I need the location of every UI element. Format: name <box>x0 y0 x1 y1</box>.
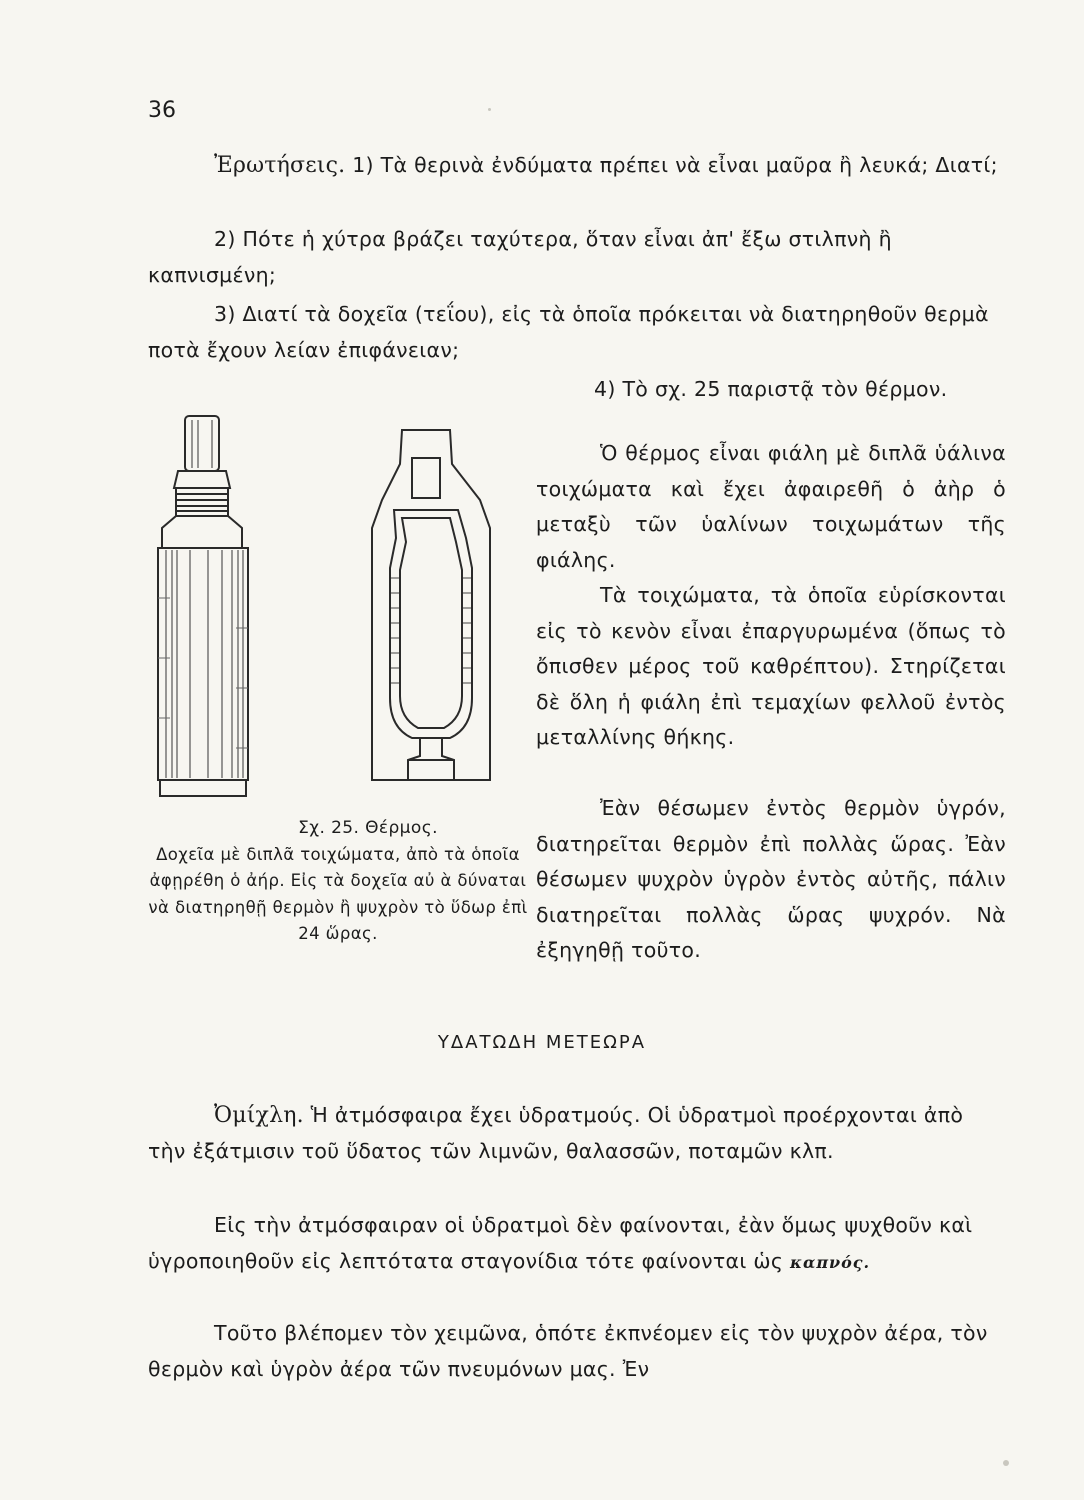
question-1 <box>148 148 1006 184</box>
figure-caption-text: Δοχεῖα μὲ διπλᾶ τοιχώματα, ἀπὸ τὰ ὁποῖα ἀφῃρέθη ὁ ἀήρ. Εἰς τὰ δοχεῖα αὐ ὰ δύναται νὰ διατηρηθῇ θερμὸν ἢ ψυχρὸν τὸ ὕδωρ ἐπὶ 24 ὥρας. <box>148 844 528 943</box>
question-3: 3) Διατί τὰ δοχεῖα (τεΐου), εἰς τὰ ὁποῖα πρόκειται νὰ διατηρηθοῦν θερμὰ ποτὰ ἔχουν λείαν ἐπιφάνειαν; <box>148 302 989 362</box>
fog-paragraph-1 <box>148 1098 1006 1169</box>
smoke-word: καπνός. <box>790 1252 871 1272</box>
paper-speck <box>488 108 491 111</box>
questions-label: Ἐρωτήσεις. <box>214 153 346 178</box>
fog-paragraph-2-text: Εἰς τὴν ἀτμόσφαιραν οἱ ὑδρατμοὶ δὲν φαίνονται, ἐὰν ὅμως ψυχθοῦν καὶ ὑγροποιηθοῦν εἰς λεπτότατα σταγονίδια τότε φαίνονται ὡς <box>148 1213 973 1273</box>
fog-paragraph-3: Τοῦτο βλέπομεν τὸν χειμῶνα, ὁπότε ἐκπνέομεν εἰς τὸν ψυχρὸν ἀέρα, τὸν θερμὸν καὶ ὑγρὸν ἀέρα τῶν πνευμόνων μας. Ἐν <box>148 1321 988 1381</box>
fog-label: Ὀμίχλη. <box>214 1103 304 1128</box>
paper-speck <box>1003 1460 1009 1466</box>
figure-title: Σχ. 25. Θέρμος. <box>298 818 438 838</box>
thermos-paragraph-1: Ὁ θέρμος εἶναι φιάλη μὲ διπλᾶ ὑάλινα τοιχώματα καὶ ἔχει ἀφαιρεθῆ ὁ ἀὴρ ὁ μεταξὺ τῶν ὑαλίνων τοιχωμάτων τῆς φιάλης. <box>536 441 1006 572</box>
fog-paragraph-1-text: Ἡ ἀτμόσφαιρα ἔχει ὑδρατμούς. Οἱ ὑδρατμοὶ προέρχονται ἀπὸ τὴν ἐξάτμισιν τοῦ ὕδατος τῶν λιμνῶν, θαλασσῶν, ποταμῶν κλπ. <box>148 1103 964 1163</box>
question-2: 2) Πότε ἡ χύτρα βράζει ταχύτερα, ὅταν εἶναι ἀπ' ἔξω στιλπνὴ ἢ καπνισμένη; <box>148 227 892 287</box>
thermos-paragraph-3: Ἐὰν θέσωμεν ἐντὸς θερμὸν ὑγρόν, διατηρεῖται θερμὸν ἐπὶ πολλὰς ὥρας. Ἐὰν θέσωμεν ψυχρὸν ὑγρὸν ἐντὸς αὐτῆς, πάλιν διατηρεῖται πολλὰς ὥρας ψυχρόν. Νὰ ἐξηγηθῇ τοῦτο. <box>536 796 1006 962</box>
thermos-figure <box>150 398 530 818</box>
question-1-text: 1) Τὰ θερινὰ ἐνδύματα πρέπει νὰ εἶναι μαῦρα ἢ λευκά; Διατί; <box>352 153 998 177</box>
page-number: 36 <box>148 98 176 123</box>
section-heading: ΥΔΑΤΩΔΗ ΜΕΤΕΩΡΑ <box>437 1032 647 1053</box>
figure-caption <box>148 815 528 948</box>
thermos-paragraph-2: Τὰ τοιχώματα, τὰ ὁποῖα εὑρίσκονται εἰς τὸ κενὸν εἶναι ἐπαργυρωμένα (ὅπως τὸ ὄπισθεν μέρος τοῦ καθρέπτου). Στηρίζεται δὲ ὅλη ἡ φιάλη ἐπὶ τεμαχίων φελλοῦ ἐντὸς μεταλλίνης θήκης. <box>536 583 1006 749</box>
thermos-section-drawing <box>372 430 490 780</box>
fog-paragraph-2 <box>148 1208 1006 1280</box>
thermos-exterior-drawing <box>158 416 248 796</box>
question-4: 4) Τὸ σχ. 25 παριστᾷ τὸν θέρμον. <box>594 377 948 401</box>
